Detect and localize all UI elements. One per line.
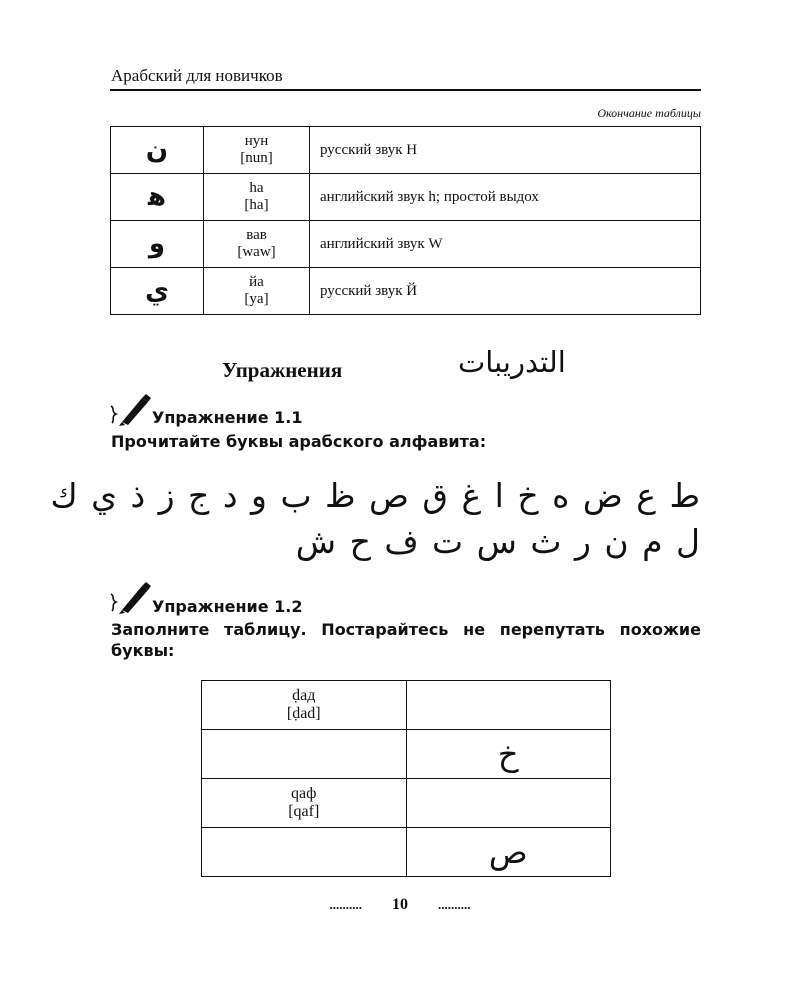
footer-dots-right: ..........	[438, 897, 471, 912]
table-row	[111, 268, 701, 315]
exercise-2-instruction: Заполните таблицу. Постарайтесь не перепутать похожие буквы:	[111, 620, 701, 660]
letter-cell[interactable]	[406, 779, 611, 828]
header-rule	[110, 89, 701, 91]
letter-name: ḍад	[292, 687, 316, 704]
letter-name-cell	[204, 268, 310, 315]
arabic-letter: و	[111, 221, 204, 268]
page-number: 10	[392, 896, 408, 913]
letter-name: йа	[249, 274, 264, 290]
name-cell[interactable]	[202, 730, 407, 779]
letter-name: нун	[244, 133, 269, 149]
name-cell[interactable]	[202, 681, 407, 730]
page-footer	[0, 896, 800, 914]
letter-translit: [ya]	[244, 291, 269, 307]
arabic-letter: ي	[111, 268, 204, 315]
table-row	[202, 828, 611, 877]
section-title-arabic: التدريبات	[458, 345, 566, 379]
letter-translit: [qaf]	[288, 803, 320, 820]
letter-name: ha	[249, 180, 264, 196]
letter-translit: [nun]	[240, 150, 273, 166]
arabic-letter: ن	[111, 127, 204, 174]
table-row	[111, 221, 701, 268]
letter-name-cell	[204, 221, 310, 268]
exercise-2-title: Упражнение 1.2	[152, 597, 303, 616]
alphabet-line-2: ل م ن ر ث س ت ف ح ش	[295, 522, 700, 561]
alphabet-line-1: ط ع ض ه خ ا غ ق ص ظ ب و د ج ز ذ ي ك	[50, 476, 700, 515]
letter-name: qаф	[291, 785, 317, 802]
table-row	[202, 730, 611, 779]
table-row	[202, 779, 611, 828]
table-row	[111, 174, 701, 221]
fill-in-table	[201, 680, 611, 877]
letter-description: русский звук Й	[310, 268, 701, 315]
letter-cell[interactable]: خ	[406, 730, 611, 779]
letter-cell[interactable]: ص	[406, 828, 611, 877]
exercise-1-title: Упражнение 1.1	[152, 408, 303, 427]
letter-description: английский звук h; простой выдох	[310, 174, 701, 221]
letter-translit: [ḍad]	[286, 705, 321, 722]
letters-table	[110, 126, 701, 315]
letter-name-cell	[204, 127, 310, 174]
letter-description: английский звук W	[310, 221, 701, 268]
letter-description: русский звук Н	[310, 127, 701, 174]
letter-name: вав	[246, 227, 267, 243]
name-cell[interactable]	[202, 779, 407, 828]
letter-name-cell	[204, 174, 310, 221]
running-title: Арабский для новичков	[111, 66, 283, 85]
pen-icon	[108, 392, 152, 426]
pen-icon	[108, 580, 152, 614]
name-cell[interactable]	[202, 828, 407, 877]
letter-cell[interactable]	[406, 681, 611, 730]
letter-translit: [waw]	[237, 244, 276, 260]
table-continuation-note: Окончание таблицы	[597, 106, 701, 120]
footer-dots-left: ..........	[329, 897, 362, 912]
table-row	[111, 127, 701, 174]
letter-translit: [ha]	[244, 197, 269, 213]
table-row	[202, 681, 611, 730]
exercise-1-instruction: Прочитайте буквы арабского алфавита:	[111, 432, 487, 451]
arabic-letter: ﻫ	[111, 174, 204, 221]
section-title-russian: Упражнения	[222, 358, 343, 382]
